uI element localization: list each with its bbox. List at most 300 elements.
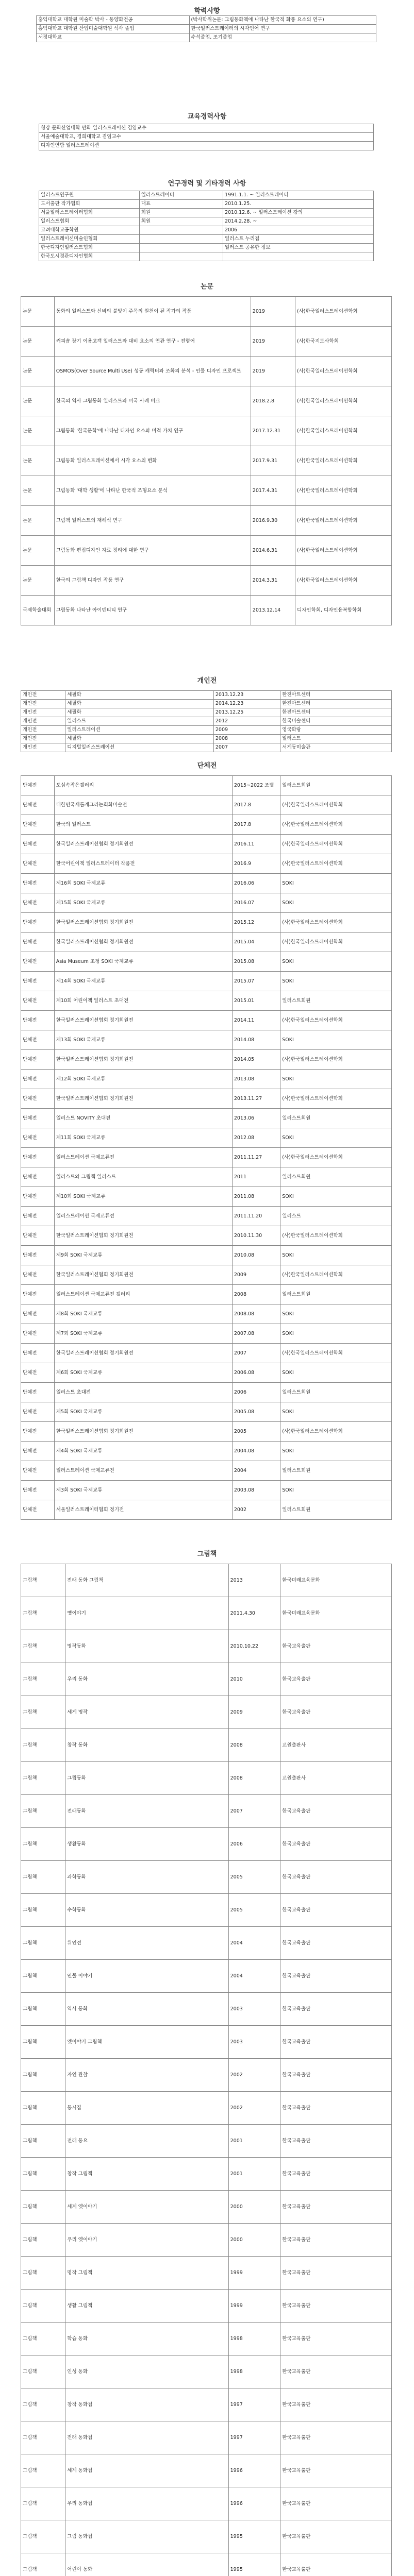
group-cell: 한국일러스트레이션협회 정기회원전: [54, 1011, 232, 1030]
book-cell: 명작 그림책: [65, 2257, 228, 2290]
group-row: [21, 1324, 392, 1344]
book-row: [21, 2191, 392, 2224]
book-cell: 그림책: [21, 2125, 65, 2158]
group-row: [21, 1246, 392, 1265]
book-cell: 2005: [228, 1894, 280, 1927]
academic-cell: 홍익대학교 대학원 미술학 박사 - 동양화전공: [37, 16, 190, 25]
book-cell: 전래 동화 그림책: [65, 1564, 228, 1597]
group-cell: 한국일러스트레이션협회 정기회원전: [54, 835, 232, 854]
paper-cell: (사)한국일러스트레이션학회: [295, 297, 392, 327]
solo-cell: 개인전: [21, 708, 65, 717]
group-cell: 단체전: [21, 1167, 55, 1187]
group-cell: 단체전: [21, 1324, 55, 1344]
group-cell: 단체전: [21, 1461, 55, 1481]
paper-cell: 논문: [21, 327, 55, 357]
group-cell: (사)한국일러스트레이션학회: [280, 1050, 392, 1070]
book-row: [21, 1630, 392, 1663]
research-cell: 회원: [139, 217, 223, 226]
section-title-research-activity: 연구경력 및 기타경력 사항: [168, 180, 246, 188]
book-cell: 인물 이야기: [65, 1960, 228, 1993]
group-row: [21, 1167, 392, 1187]
group-row: [21, 1383, 392, 1402]
group-cell: 제10회 어린이책 일러스트 초대전: [54, 991, 232, 1011]
book-row: [21, 2421, 392, 2454]
group-cell: (사)한국일러스트레이션학회: [280, 1265, 392, 1285]
paper-cell: 논문: [21, 386, 55, 416]
solo-cell: 디지털일러스트레이션: [65, 743, 214, 752]
book-cell: 1996: [228, 2454, 280, 2487]
research-table: [39, 191, 374, 261]
group-cell: Asia Museum 초청 SOKI 국제교류: [54, 952, 232, 972]
group-row: [21, 893, 392, 913]
research-cell: 일러스트레이터: [139, 191, 223, 200]
solo-cell: 2013.12.25: [213, 708, 280, 717]
group-cell: 한국일러스트레이션협회 정기회원전: [54, 1265, 232, 1285]
solo-cell: 2014.12.23: [213, 700, 280, 708]
book-cell: 그림책: [21, 1696, 65, 1729]
book-cell: 과학동화: [65, 1861, 228, 1894]
solo-cell: 개인전: [21, 717, 65, 726]
book-cell: 한국교육출판: [280, 1960, 392, 1993]
book-cell: 전래 동요: [65, 2125, 228, 2158]
book-cell: 수학동화: [65, 1894, 228, 1927]
book-row: [21, 1696, 392, 1729]
paper-cell: 2019: [251, 297, 295, 327]
education-cell: 디자인연합 일러스트레이션: [39, 142, 374, 150]
research-row: [39, 226, 374, 235]
group-row: [21, 815, 392, 835]
book-cell: 생활 그림책: [65, 2290, 228, 2323]
group-cell: 단체전: [21, 1011, 55, 1030]
group-row: [21, 874, 392, 893]
group-cell: 제3회 SOKI 국제교류: [54, 1481, 232, 1500]
section-title-picturebooks: 그림책: [197, 1550, 217, 1558]
group-cell: 서울일러스트레이터협회 정기전: [54, 1500, 232, 1520]
book-cell: 그림책: [21, 1795, 65, 1828]
book-cell: 1997: [228, 2421, 280, 2454]
section-solo: [0, 675, 414, 685]
education-cell: 서울예술대학교, 경희대학교 겸임교수: [39, 133, 374, 142]
solo-row: [21, 700, 392, 708]
group-cell: 일러스트레이션 국제교류전: [54, 1207, 232, 1226]
group-cell: 2013.06: [232, 1109, 280, 1128]
academic-row: [37, 25, 376, 33]
group-cell: SOKI: [280, 1481, 392, 1500]
book-cell: 자연 관찰: [65, 2059, 228, 2092]
group-cell: 일러스트회원: [280, 776, 392, 795]
group-cell: 일러스트회원: [280, 1285, 392, 1304]
paper-cell: (사)한국일러스트레이션학회: [295, 506, 392, 536]
group-cell: 한국일러스트레이션협회 정기회원전: [54, 1422, 232, 1442]
group-cell: 2015.04: [232, 933, 280, 952]
education-table: [39, 124, 374, 150]
academic-cell: 한국일러스트레이터의 시각언어 연구: [189, 25, 376, 33]
research-row: [39, 217, 374, 226]
book-cell: 2004: [228, 1927, 280, 1960]
group-cell: SOKI: [280, 1442, 392, 1461]
book-row: [21, 1993, 392, 2026]
section-title-group: 단체전: [197, 762, 217, 770]
section-title-solo: 개인전: [197, 677, 217, 685]
research-cell: 한국디자인일러스트협회: [39, 244, 140, 252]
book-cell: 교원출판사: [280, 1729, 392, 1762]
book-cell: 어린이 동화: [65, 2553, 228, 2576]
book-cell: 그림책: [21, 2290, 65, 2323]
paper-cell: 2017.12.31: [251, 416, 295, 446]
book-cell: 2005: [228, 1861, 280, 1894]
paper-cell: 2017.4.31: [251, 476, 295, 506]
book-cell: 2000: [228, 2191, 280, 2224]
solo-cell: 한전아트센터: [280, 708, 392, 717]
group-cell: 일러스트레이션 국제교류전: [54, 1148, 232, 1167]
book-row: [21, 1828, 392, 1861]
book-row: [21, 1927, 392, 1960]
group-cell: SOKI: [280, 893, 392, 913]
book-row: [21, 1564, 392, 1597]
book-cell: 1999: [228, 2257, 280, 2290]
book-cell: 그림책: [21, 2323, 65, 2355]
group-row: [21, 1344, 392, 1363]
group-cell: 일러스트 초대전: [54, 1383, 232, 1402]
section-research-activity: [0, 178, 414, 188]
paper-cell: 그림동화 일러스트레이션에서 시각 요소의 변화: [54, 446, 251, 476]
solo-row: [21, 691, 392, 700]
research-cell: 2014.2.28. ~: [223, 217, 373, 226]
group-cell: 2016.06: [232, 874, 280, 893]
book-cell: 그림책: [21, 2487, 65, 2520]
group-cell: 제5회 SOKI 국제교류: [54, 1402, 232, 1422]
research-row: [39, 252, 374, 261]
group-cell: SOKI: [280, 1070, 392, 1089]
solo-cell: 개인전: [21, 743, 65, 752]
group-row: [21, 1011, 392, 1030]
research-cell: [139, 235, 223, 244]
book-cell: 한국교육출판: [280, 2224, 392, 2257]
group-row: [21, 1148, 392, 1167]
section-academic: [0, 5, 414, 15]
research-cell: 도서출판 작가협회: [39, 200, 140, 209]
paper-row: [21, 446, 392, 476]
book-cell: 우리 동화: [65, 1663, 228, 1696]
paper-cell: 2018.2.8: [251, 386, 295, 416]
research-cell: 일러스트연구원: [39, 191, 140, 200]
group-cell: (사)한국일러스트레이션학회: [280, 1011, 392, 1030]
research-cell: 2010.1.25.: [223, 200, 373, 209]
section-title-papers: 논문: [200, 283, 214, 291]
group-cell: 2013.08: [232, 1070, 280, 1089]
group-cell: (사)한국일러스트레이션학회: [280, 1422, 392, 1442]
group-cell: 단체전: [21, 1265, 55, 1285]
book-cell: 2009: [228, 1696, 280, 1729]
solo-cell: 개인전: [21, 691, 65, 700]
group-cell: 2004.08: [232, 1442, 280, 1461]
group-cell: 단체전: [21, 874, 55, 893]
paper-cell: 동화의 일러스트와 신비의 불빛이 주목의 원천이 된 작가의 작품: [54, 297, 251, 327]
group-row: [21, 776, 392, 795]
book-row: [21, 2224, 392, 2257]
book-cell: 그림책: [21, 1828, 65, 1861]
section-group: [0, 760, 414, 770]
group-row: [21, 1207, 392, 1226]
group-row: [21, 1187, 392, 1207]
paper-row: [21, 327, 392, 357]
group-cell: 단체전: [21, 972, 55, 991]
research-cell: 2006: [223, 226, 373, 235]
group-cell: 단체전: [21, 1226, 55, 1246]
paper-cell: 2017.9.31: [251, 446, 295, 476]
solo-cell: 일러스트: [280, 735, 392, 743]
book-cell: 학습 동화: [65, 2323, 228, 2355]
paper-row: [21, 476, 392, 506]
academic-cell: 수석졸업, 조기졸업: [189, 33, 376, 42]
book-cell: 그림책: [21, 2421, 65, 2454]
group-cell: (사)한국일러스트레이션학회: [280, 933, 392, 952]
paper-cell: 커피숍 장기 이용고객 일러스트와 대비 요소의 연관 연구 - 전형어: [54, 327, 251, 357]
book-row: [21, 1894, 392, 1927]
group-cell: 제9회 SOKI 국제교류: [54, 1246, 232, 1265]
group-cell: SOKI: [280, 874, 392, 893]
book-cell: 인성 동화: [65, 2355, 228, 2388]
book-row: [21, 2257, 392, 2290]
group-cell: 2012.08: [232, 1128, 280, 1148]
group-row: [21, 952, 392, 972]
paper-cell: 한국의 그림책 디자인 작품 연구: [54, 566, 251, 596]
book-cell: 한국미래교육문화: [280, 1564, 392, 1597]
group-cell: 일러스트 NOVITY 초대전: [54, 1109, 232, 1128]
book-cell: 그림책: [21, 2388, 65, 2421]
group-cell: 2005: [232, 1422, 280, 1442]
group-row: [21, 1089, 392, 1109]
book-row: [21, 2125, 392, 2158]
research-row: [39, 191, 374, 200]
paper-cell: 논문: [21, 506, 55, 536]
book-cell: 한국교육출판: [280, 2520, 392, 2553]
education-cell: 청강 문화산업대학 만화 일러스트레이션 겸임교수: [39, 124, 374, 133]
book-cell: 그림책: [21, 1993, 65, 2026]
group-cell: (사)한국일러스트레이션학회: [280, 1089, 392, 1109]
group-cell: SOKI: [280, 1304, 392, 1324]
group-cell: 단체전: [21, 933, 55, 952]
group-cell: 단체전: [21, 913, 55, 933]
book-cell: 그림동화: [65, 1762, 228, 1795]
book-cell: 그림책: [21, 1597, 65, 1630]
book-cell: 한국교육출판: [280, 2191, 392, 2224]
research-cell: 1991.1.1. ~ 일러스트레이터: [223, 191, 373, 200]
book-row: [21, 2290, 392, 2323]
book-row: [21, 2158, 392, 2191]
paper-cell: (사)한국일러스트레이션학회: [295, 446, 392, 476]
paper-cell: 2016.9.30: [251, 506, 295, 536]
group-cell: 단체전: [21, 1481, 55, 1500]
solo-row: [21, 735, 392, 743]
group-cell: 제8회 SOKI 국제교류: [54, 1304, 232, 1324]
book-cell: 생활동화: [65, 1828, 228, 1861]
paper-row: [21, 357, 392, 386]
solo-cell: 2008: [213, 735, 280, 743]
book-cell: 한국교육출판: [280, 1993, 392, 2026]
book-cell: 그림책: [21, 1927, 65, 1960]
group-cell: 한국일러스트레이션협회 정기회원전: [54, 1226, 232, 1246]
group-cell: 2015~2022 조별: [232, 776, 280, 795]
group-cell: 2014.05: [232, 1050, 280, 1070]
group-cell: 단체전: [21, 1500, 55, 1520]
paper-row: [21, 536, 392, 566]
book-cell: 그림책: [21, 1960, 65, 1993]
book-cell: 한국교육출판: [280, 2092, 392, 2125]
book-cell: 한국교육출판: [280, 1795, 392, 1828]
group-cell: 대한민국새롭게그리는회화미술전: [54, 795, 232, 815]
group-cell: 일러스트회원: [280, 1383, 392, 1402]
book-cell: 그림책: [21, 2224, 65, 2257]
solo-cell: 한전아트센터: [280, 691, 392, 700]
group-cell: 일러스트회원: [280, 1167, 392, 1187]
group-cell: 2016.11: [232, 835, 280, 854]
book-cell: 그림책: [21, 2026, 65, 2059]
group-cell: 단체전: [21, 1285, 55, 1304]
group-cell: SOKI: [280, 1324, 392, 1344]
book-row: [21, 1663, 392, 1696]
group-row: [21, 1226, 392, 1246]
group-cell: 한국일러스트레이션협회 정기회원전: [54, 1344, 232, 1363]
book-cell: 한국교육출판: [280, 1663, 392, 1696]
book-cell: 1999: [228, 2290, 280, 2323]
book-row: [21, 1729, 392, 1762]
paper-cell: 디자인학회, 디자인융복합학회: [295, 596, 392, 625]
paper-cell: 국제학술대회: [21, 596, 55, 625]
academic-row: [37, 16, 376, 25]
book-cell: 2013: [228, 1564, 280, 1597]
group-cell: 단체전: [21, 1089, 55, 1109]
group-cell: 2008: [232, 1285, 280, 1304]
book-cell: 그림책: [21, 1861, 65, 1894]
book-cell: 2003: [228, 1993, 280, 2026]
group-cell: 단체전: [21, 835, 55, 854]
group-cell: 제15회 SOKI 국제교류: [54, 893, 232, 913]
group-cell: 단체전: [21, 1422, 55, 1442]
group-row: [21, 1304, 392, 1324]
book-cell: 위인전: [65, 1927, 228, 1960]
books-table: [21, 1564, 392, 2576]
papers-table: [21, 296, 392, 625]
paper-row: [21, 386, 392, 416]
paper-cell: 그림동화 편집디자인 자료 정리에 대한 연구: [54, 536, 251, 566]
solo-cell: 세필화: [65, 700, 214, 708]
book-cell: 창작 동화: [65, 1729, 228, 1762]
book-row: [21, 1960, 392, 1993]
group-cell: 2003.08: [232, 1481, 280, 1500]
academic-cell: 서정대학교: [37, 33, 190, 42]
paper-cell: 그림동화 나타난 아이덴티티 연구: [54, 596, 251, 625]
group-cell: 2016.07: [232, 893, 280, 913]
paper-row: [21, 297, 392, 327]
group-cell: 2005.08: [232, 1402, 280, 1422]
group-cell: 단체전: [21, 1207, 55, 1226]
book-cell: 그림책: [21, 2520, 65, 2553]
group-cell: (사)한국일러스트레이션학회: [280, 1226, 392, 1246]
group-table: [21, 775, 392, 1520]
research-row: [39, 235, 374, 244]
book-cell: 그림책: [21, 2092, 65, 2125]
book-cell: 한국교육출판: [280, 2388, 392, 2421]
book-cell: 그림책: [21, 1663, 65, 1696]
paper-cell: 그림동화 '대학 생활'에 나타난 한국적 조형요소 분석: [54, 476, 251, 506]
book-cell: 명작동화: [65, 1630, 228, 1663]
paper-cell: (사)한국일러스트레이션학회: [295, 536, 392, 566]
solo-cell: 영국화랑: [280, 726, 392, 735]
research-row: [39, 244, 374, 252]
book-cell: 한국교육출판: [280, 2158, 392, 2191]
group-cell: 2007.08: [232, 1324, 280, 1344]
paper-cell: 한국의 역사 그림동화 일러스트와 미국 사례 비교: [54, 386, 251, 416]
group-row: [21, 972, 392, 991]
group-row: [21, 1461, 392, 1481]
group-cell: (사)한국일러스트레이션학회: [280, 795, 392, 815]
group-cell: 2015.07: [232, 972, 280, 991]
book-cell: 역사 동화: [65, 1993, 228, 2026]
group-cell: 2002: [232, 1500, 280, 1520]
paper-cell: 2019: [251, 327, 295, 357]
group-cell: (사)한국일러스트레이션학회: [280, 1344, 392, 1363]
group-cell: (사)한국일러스트레이션학회: [280, 1148, 392, 1167]
book-cell: 세계 옛이야기: [65, 2191, 228, 2224]
research-cell: 한국도시경관디자인협회: [39, 252, 140, 261]
group-cell: 단체전: [21, 1246, 55, 1265]
group-cell: 2009: [232, 1265, 280, 1285]
group-cell: SOKI: [280, 1030, 392, 1050]
paper-cell: (사)한국일러스트레이션학회: [295, 386, 392, 416]
book-row: [21, 2323, 392, 2355]
group-row: [21, 1128, 392, 1148]
solo-cell: 2007: [213, 743, 280, 752]
group-cell: 제13회 SOKI 국제교류: [54, 1030, 232, 1050]
book-cell: 그림책: [21, 2257, 65, 2290]
group-cell: 제7회 SOKI 국제교류: [54, 1324, 232, 1344]
book-cell: 2010.10.22: [228, 1630, 280, 1663]
book-cell: 한국교육출판: [280, 2290, 392, 2323]
research-cell: 일러스트레이션미술인협회: [39, 235, 140, 244]
book-cell: 교원출판사: [280, 1762, 392, 1795]
book-row: [21, 2092, 392, 2125]
group-cell: SOKI: [280, 1363, 392, 1383]
paper-cell: 논문: [21, 357, 55, 386]
book-cell: 한국교육출판: [280, 2421, 392, 2454]
book-row: [21, 2553, 392, 2576]
paper-cell: 2014.3.31: [251, 566, 295, 596]
group-row: [21, 1070, 392, 1089]
book-cell: 한국교육출판: [280, 2454, 392, 2487]
academic-table: [36, 15, 376, 42]
paper-cell: 2013.12.14: [251, 596, 295, 625]
group-cell: 제12회 SOKI 국제교류: [54, 1070, 232, 1089]
group-cell: 단체전: [21, 991, 55, 1011]
book-cell: 옛이야기: [65, 1597, 228, 1630]
group-row: [21, 1442, 392, 1461]
solo-cell: 세필화: [65, 708, 214, 717]
group-cell: 일러스트회원: [280, 991, 392, 1011]
solo-cell: 개인전: [21, 735, 65, 743]
group-cell: 제10회 SOKI 국제교류: [54, 1187, 232, 1207]
group-row: [21, 1402, 392, 1422]
group-cell: 2007: [232, 1344, 280, 1363]
group-cell: 단체전: [21, 1030, 55, 1050]
solo-cell: 일러스트레이션: [65, 726, 214, 735]
group-cell: 한국어린이책 일러스트레이터 작품전: [54, 854, 232, 874]
group-cell: 2011: [232, 1167, 280, 1187]
book-cell: 한국교육출판: [280, 2553, 392, 2576]
group-cell: 단체전: [21, 1304, 55, 1324]
research-cell: 서울일러스트레이터협회: [39, 209, 140, 217]
group-row: [21, 1109, 392, 1128]
